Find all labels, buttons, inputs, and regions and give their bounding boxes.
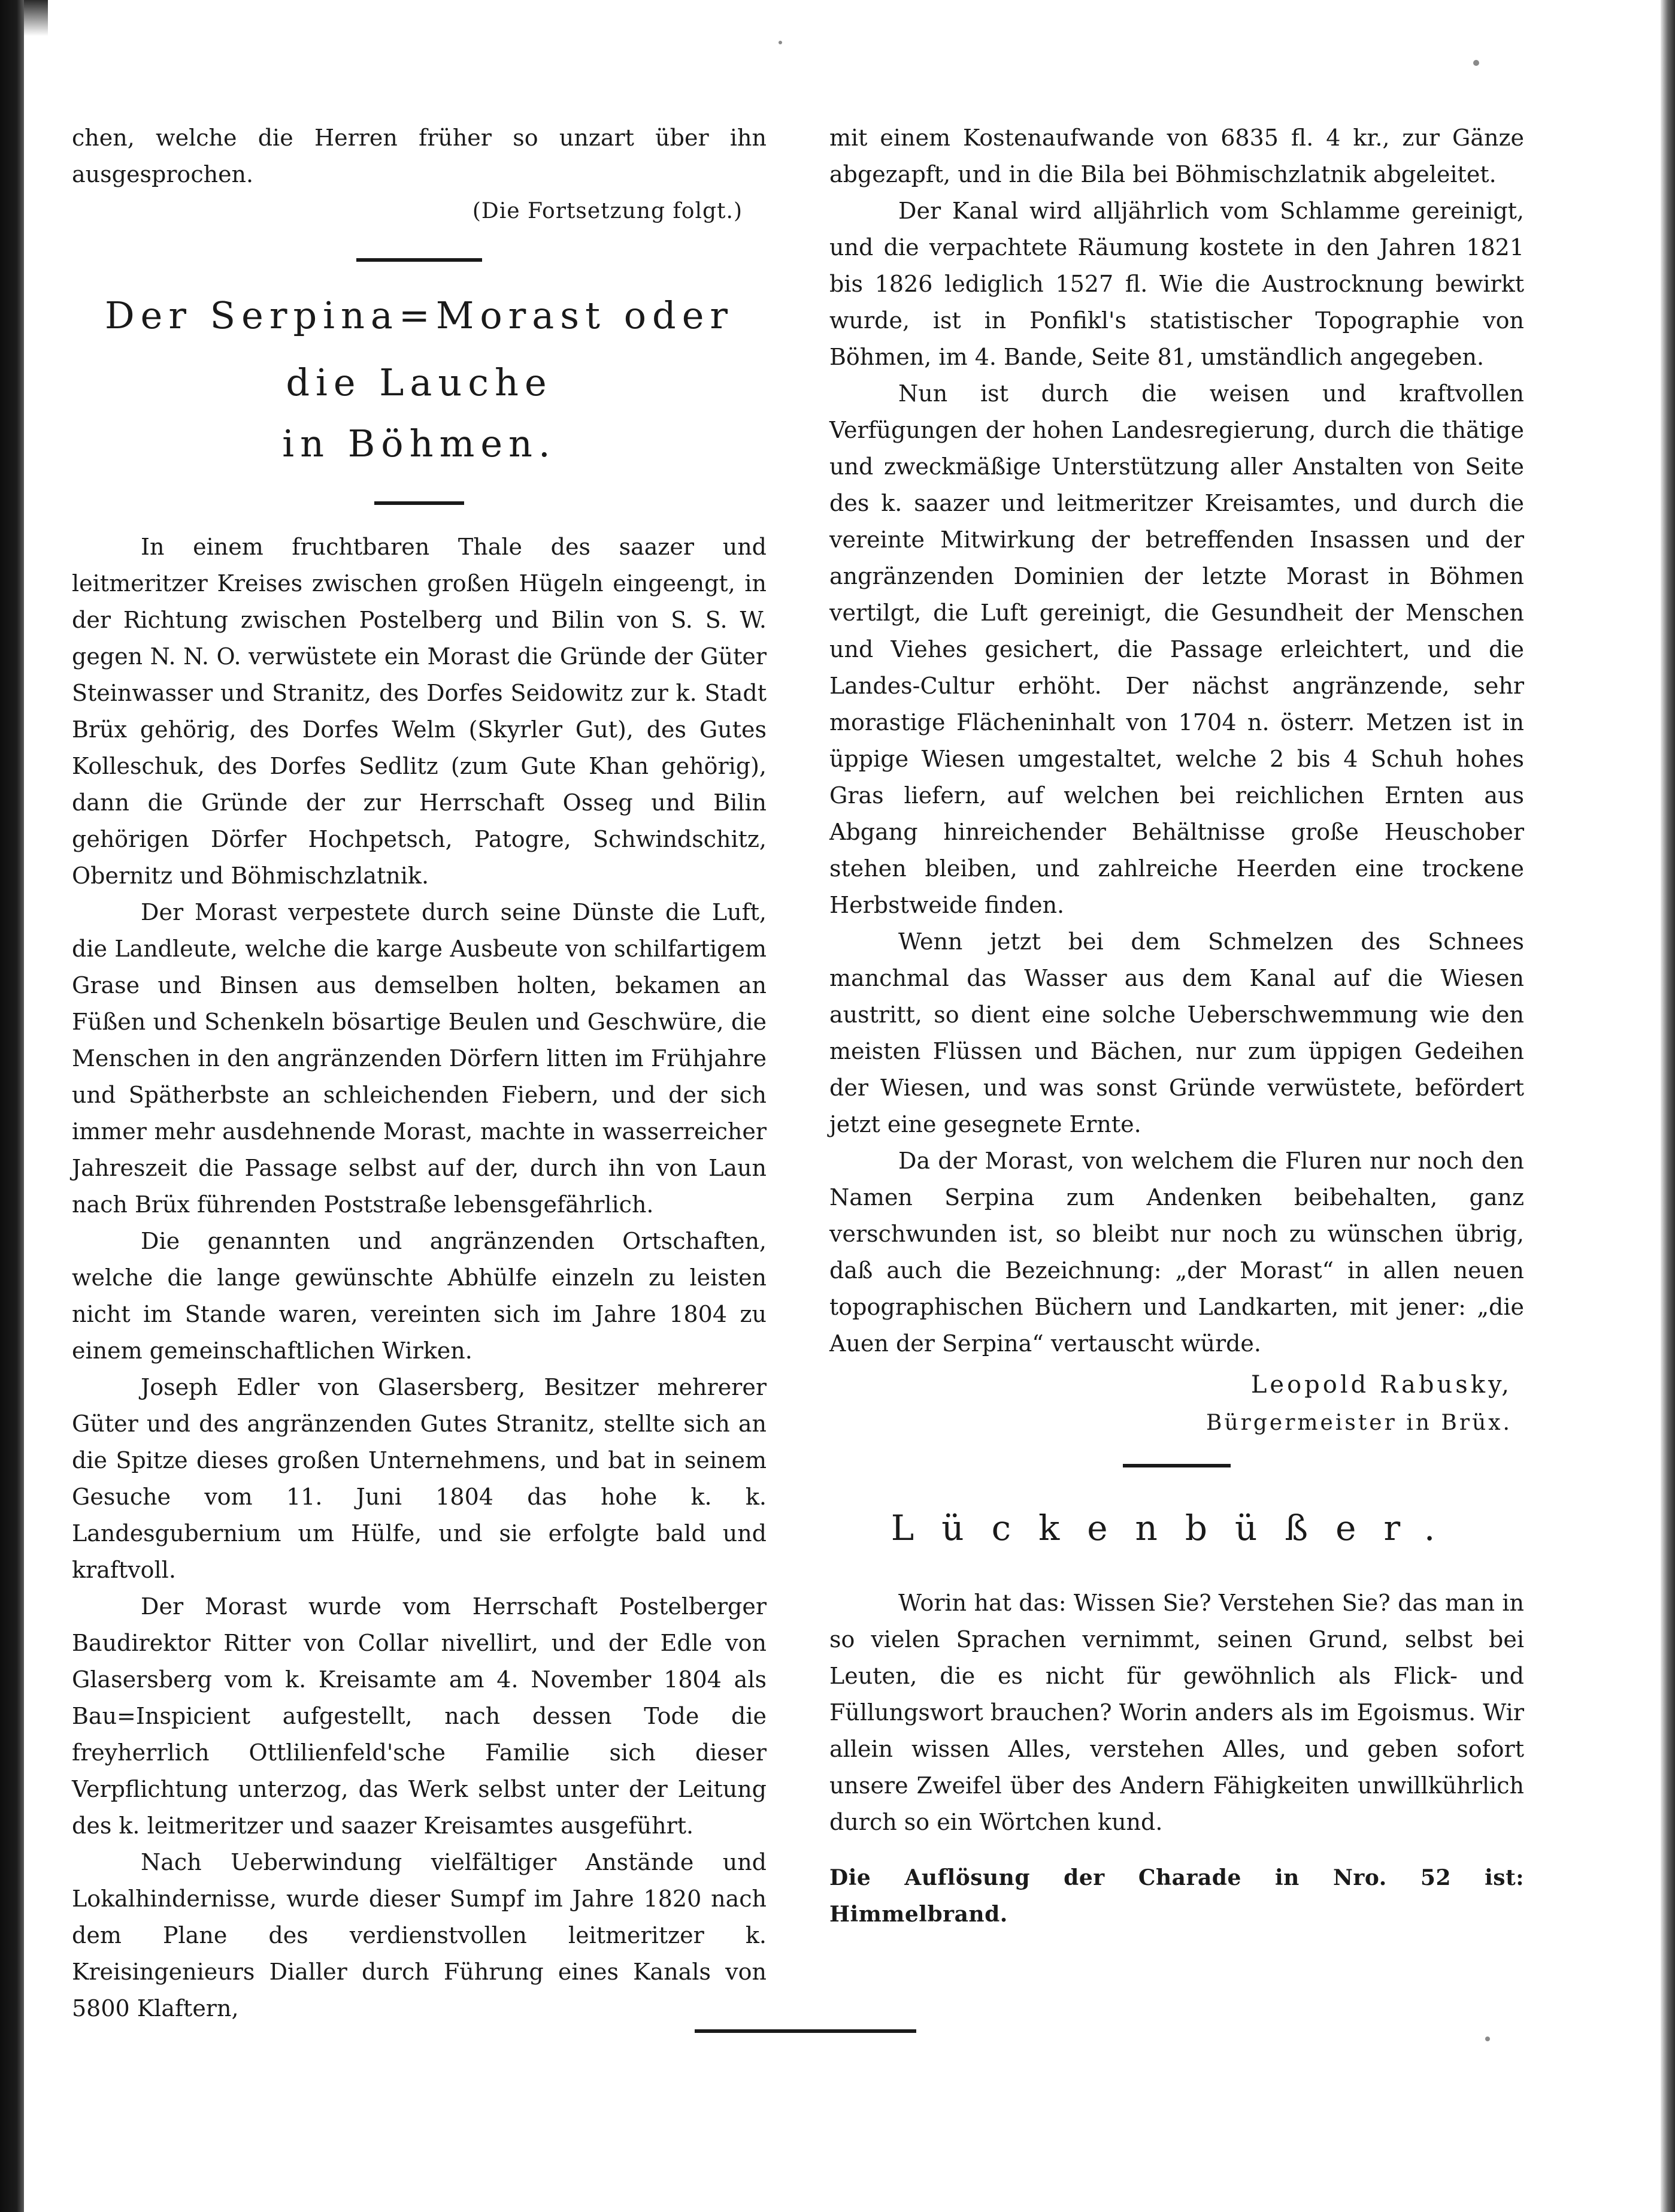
article-paragraph: Der Morast wurde vom Herrschaft Postelberger Baudirektor Ritter von Collar nivellirt, und der Edle von Glasersberg vom k. Kreisamte am 4. November 1804 als Bau=Inspicient aufgestellt, nach dessen Tode die freyherrlich Ottlilienfeld'sche Familie sich dieser Verpflichtung unterzog, das Werk selbst unter der Leitung des k. leitmeritzer und saazer Kreisamtes ausgeführt. xyxy=(72,1593,767,1839)
section-divider xyxy=(1123,1464,1231,1467)
article-paragraph: Der Morast verpestete durch seine Dünste die Luft, die Landleute, welche die karge Ausbeute von schilfartigem Grase und Binsen aus demselben holten, bekamen an Füßen und Schenkeln bösartige Beulen und Geschwüre, die Menschen in den angränzenden Dörfern litten im Frühjahre und Spätherbste an schleichenden Fiebern, und der sich immer mehr ausdehnende Morast, machte in wasserreicher Jahreszeit die Passage selbst auf der, durch ihn von Laun nach Brüx führenden Poststraße lebensgefährlich. xyxy=(72,899,767,1218)
article-paragraph: Nach Ueberwindung vielfältiger Anstände und Lokalhindernisse, wurde dieser Sumpf im Jahre 1820 nach dem Plane des verdienstvollen leitmeritzer k. Kreisingenieurs Dialler durch Führung eines Kanals von 5800 Klaftern, xyxy=(72,1849,767,2022)
article-title-line1: Der Serpina=Morast oder die Lauche xyxy=(104,293,734,404)
signature-role: Bürgermeister in Brüx. xyxy=(1206,1411,1512,1435)
scan-speck xyxy=(1485,2037,1490,2041)
left-column xyxy=(72,120,767,2027)
scan-corner-shadow xyxy=(24,0,48,36)
article-paragraph: Der Kanal wird alljährlich vom Schlamme gereinigt, und die verpachtete Räumung kostete in den Jahren 1821 bis 1826 lediglich 1527 fl. Wie die Austrocknung bewirkt wurde, ist in Ponfikl's statistischer Topographie von Böhmen, im 4. Bande, Seite 81, umständlich angegeben. xyxy=(829,198,1524,370)
signature-name: Leopold Rabusky, xyxy=(1250,1371,1512,1399)
scan-left-edge xyxy=(0,0,24,2212)
left-opening-fragment: chen, welche die Herren früher so unzart über ihn ausgesprochen. xyxy=(72,125,767,187)
scan-speck xyxy=(779,41,782,44)
article-paragraph: Nun ist durch die weisen und kraftvollen Verfügungen der hohen Landesregierung, durch die thätige und zweckmäßige Unterstützung aller Anstalten von Seite des k. saazer und leitmeritzer Kreisamtes, und durch die vereinte Mitwirkung der betreffenden Insassen und der angränzenden Dominien der letzte Morast in Böhmen vertilgt, die Luft gereinigt, die Gesundheit der Menschen und Viehes gesichert, die Passage erleichtert, und die Landes-Cultur erhöht. Der nächst angränzende, sehr morastige Flächeninhalt von 1704 n. österr. Metzen ist in üppige Wiesen umgestaltet, welche 2 bis 4 Schuh hohes Gras liefern, auf welchen bei reichlichen Ernten aus Abgang hinreichender Behältnisse große Heuschober stehen bleiben, und zahlreiche Heerden eine trockene Herbstweide finden. xyxy=(829,380,1524,918)
filler-title: Lückenbüßer. xyxy=(890,1508,1463,1548)
continuation-note: (Die Fortsetzung folgt.) xyxy=(472,199,743,223)
article-paragraph: Wenn jetzt bei dem Schmelzen des Schnees manchmal das Wasser aus dem Kanal auf die Wiesen austritt, so dient eine solche Ueberschwemmung wie den meisten Flüssen und Bächen, nur zum üppigen Gedeihen der Wiesen, und was sonst Gründe verwüstete, befördert jetzt eine gesegnete Ernte. xyxy=(829,928,1524,1137)
scan-speck xyxy=(1473,60,1479,66)
right-opening-fragment: mit einem Kostenaufwande von 6835 fl. 4 kr., zur Gänze abgezapft, und in die Bila bei Böhmischzlatnik abgeleitet. xyxy=(829,125,1524,187)
bottom-divider xyxy=(695,2029,916,2033)
section-divider xyxy=(356,258,482,262)
right-column xyxy=(829,120,1524,1933)
title-divider xyxy=(374,501,464,505)
charade-answer: Die Auflösung der Charade in Nro. 52 ist: Himmelbrand. xyxy=(829,1865,1524,1927)
scan-right-edge xyxy=(1661,0,1675,2212)
article-title-line2: in Böhmen. xyxy=(282,422,556,465)
filler-paragraph: Worin hat das: Wissen Sie? Verstehen Sie? das man in so vielen Sprachen vernimmt, seinen Grund, selbst bei Leuten, die es nicht für gewöhnlich als Flick- und Füllungswort brauchen? Worin anders als im Egoismus. Wir allein wissen Alles, verstehen Alles, und geben sofort unsere Zweifel über des Andern Fähigkeiten unwillkührlich durch so ein Wörtchen kund. xyxy=(829,1590,1524,1835)
article-paragraph: Joseph Edler von Glasersberg, Besitzer mehrerer Güter und des angränzenden Gutes Stranitz, stellte sich an die Spitze dieses großen Unternehmens, und bat in seinem Gesuche vom 11. Juni 1804 das hohe k. k. Landesgubernium um Hülfe, und sie erfolgte bald und kraftvoll. xyxy=(72,1374,767,1583)
article-paragraph: Da der Morast, von welchem die Fluren nur noch den Namen Serpina zum Andenken beibehalten, ganz verschwunden ist, so bleibt nur noch zu wünschen übrig, daß auch die Bezeichnung: „der Morast“ in allen neuen topographischen Büchern und Landkarten, mit jener: „die Auen der Serpina“ vertauscht würde. xyxy=(829,1148,1524,1357)
article-paragraph: In einem fruchtbaren Thale des saazer und leitmeritzer Kreises zwischen großen Hügeln eingeengt, in der Richtung zwischen Postelberg und Bilin von S. S. W. gegen N. N. O. verwüstete ein Morast die Gründe der Güter Steinwasser und Stranitz, des Dorfes Seidowitz zur k. Stadt Brüx gehörig, des Dorfes Welm (Skyrler Gut), des Gutes Kolleschuk, des Dorfes Sedlitz (zum Gute Khan gehörig), dann die Gründe der zur Herrschaft Osseg und Bilin gehörigen Dörfer Hochpetsch, Patogre, Schwindschitz, Obernitz und Böhmischzlatnik. xyxy=(72,534,767,889)
article-paragraph: Die genannten und angränzenden Ortschaften, welche die lange gewünschte Abhülfe einzeln zu leisten nicht im Stande waren, vereinten sich im Jahre 1804 zu einem gemeinschaftlichen Wirken. xyxy=(72,1228,767,1364)
